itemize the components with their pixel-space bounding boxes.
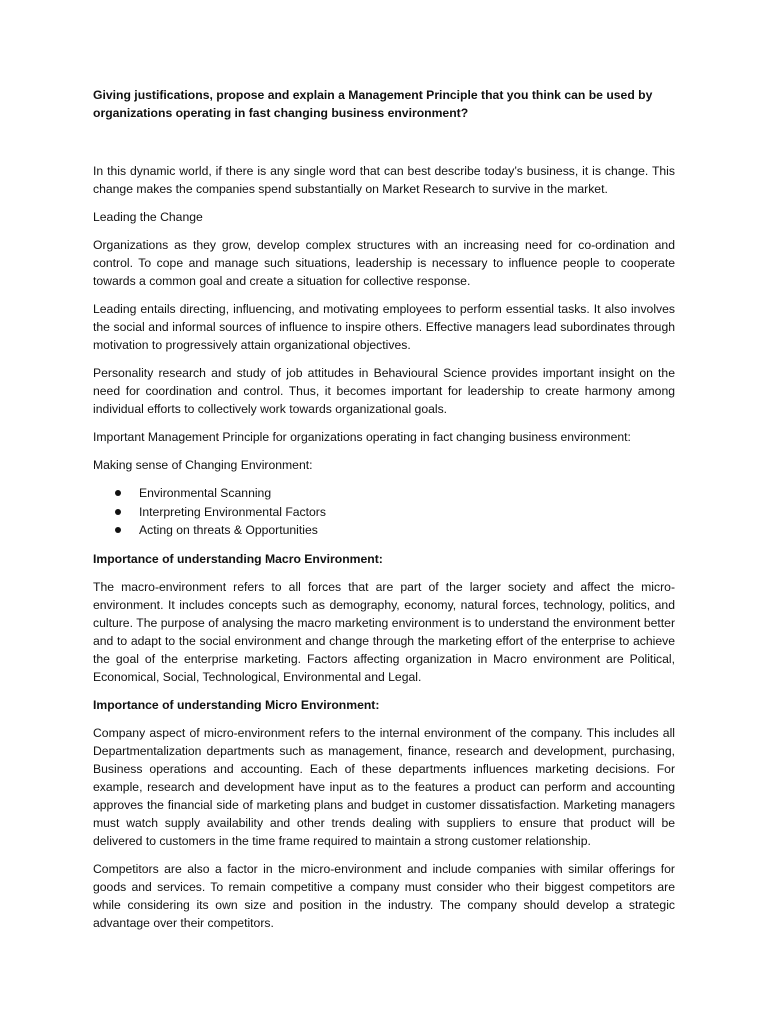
bullet-icon [115, 490, 121, 496]
organizations-paragraph: Organizations as they grow, develop complex structures with an increasing need for co-ordination and control. To cope and manage such situations, leadership is necessary to influence people to cooperate towards a common goal and create a situation for collective response. [93, 238, 675, 288]
macro-paragraph: The macro-environment refers to all forces that are part of the larger society and affect the micro-environment. It includes concepts such as demography, economy, natural forces, technology, politics, and culture. The purpose of analysing the macro marketing environment is to understand the environment better and to adapt to the social environment and change through the marketing effort of the enterprise to achieve the goal of the enterprise marketing. Factors affecting organization in Macro environment are Political, Economical, Social, Technological, Environmental and Legal. [93, 579, 675, 684]
micro-environment-heading: Importance of understanding Micro Environment: [93, 697, 380, 712]
list-item-label: Interpreting Environmental Factors [139, 504, 326, 519]
macro-environment-heading: Importance of understanding Macro Environment: [93, 551, 383, 566]
leading-paragraph: Leading entails directing, influencing, and motivating employees to perform essential tasks. It also involves the social and informal sources of influence to inspire others. Effective managers lead subordinates through motivation to progressively attain organizational objectives. [93, 302, 675, 352]
competitors-paragraph: Competitors are also a factor in the micro-environment and include companies with similar offerings for goods and services. To remain competitive a company must consider who their biggest competitors are while considering its own size and position in the industry. The company should develop a strategic advantage over their competitors. [93, 861, 675, 930]
leading-the-change-heading: Leading the Change [93, 210, 203, 224]
list-item-label: Environmental Scanning [139, 486, 272, 500]
micro-paragraph: Company aspect of micro-environment refers to the internal environment of the company. This includes all Departmentalization departments such as management, finance, research and development, purchasing, Business operations and accounting. Each of these departments influences marketing decisions. For example, research and development have input as to the features a product can perform and accounting approves the financial side of marketing plans and budget in customer dissatisfaction. Marketing managers must watch supply availability and other trends dealing with suppliers to ensure that product will be delivered to customers in the time frame required to maintain a strong customer relationship. [93, 725, 675, 848]
bullet-icon [115, 509, 121, 515]
environment-bullet-list [93, 484, 675, 540]
intro-paragraph: In this dynamic world, if there is any single word that can best describe today’s business, it is change. This change makes the companies spend substantially on Market Research to survive in the market. [93, 164, 675, 196]
personality-paragraph: Personality research and study of job attitudes in Behavioural Science provides important insight on the need for coordination and control. Thus, it becomes important for leadership to create harmony among individual efforts to collectively work towards organizational goals. [93, 366, 675, 416]
list-item [93, 503, 675, 522]
list-item [93, 484, 675, 503]
making-sense-heading: Making sense of Changing Environment: [93, 458, 313, 472]
principle-line: Important Management Principle for organizations operating in fact changing business environment: [93, 430, 631, 444]
list-item [93, 521, 675, 540]
question-heading: Giving justifications, propose and explain a Management Principle that you think can be used by organizations operating in fast changing business environment? [93, 88, 653, 120]
list-item-label: Acting on threats & Opportunities [139, 523, 318, 537]
bullet-icon [115, 527, 121, 533]
document-page [93, 86, 675, 942]
